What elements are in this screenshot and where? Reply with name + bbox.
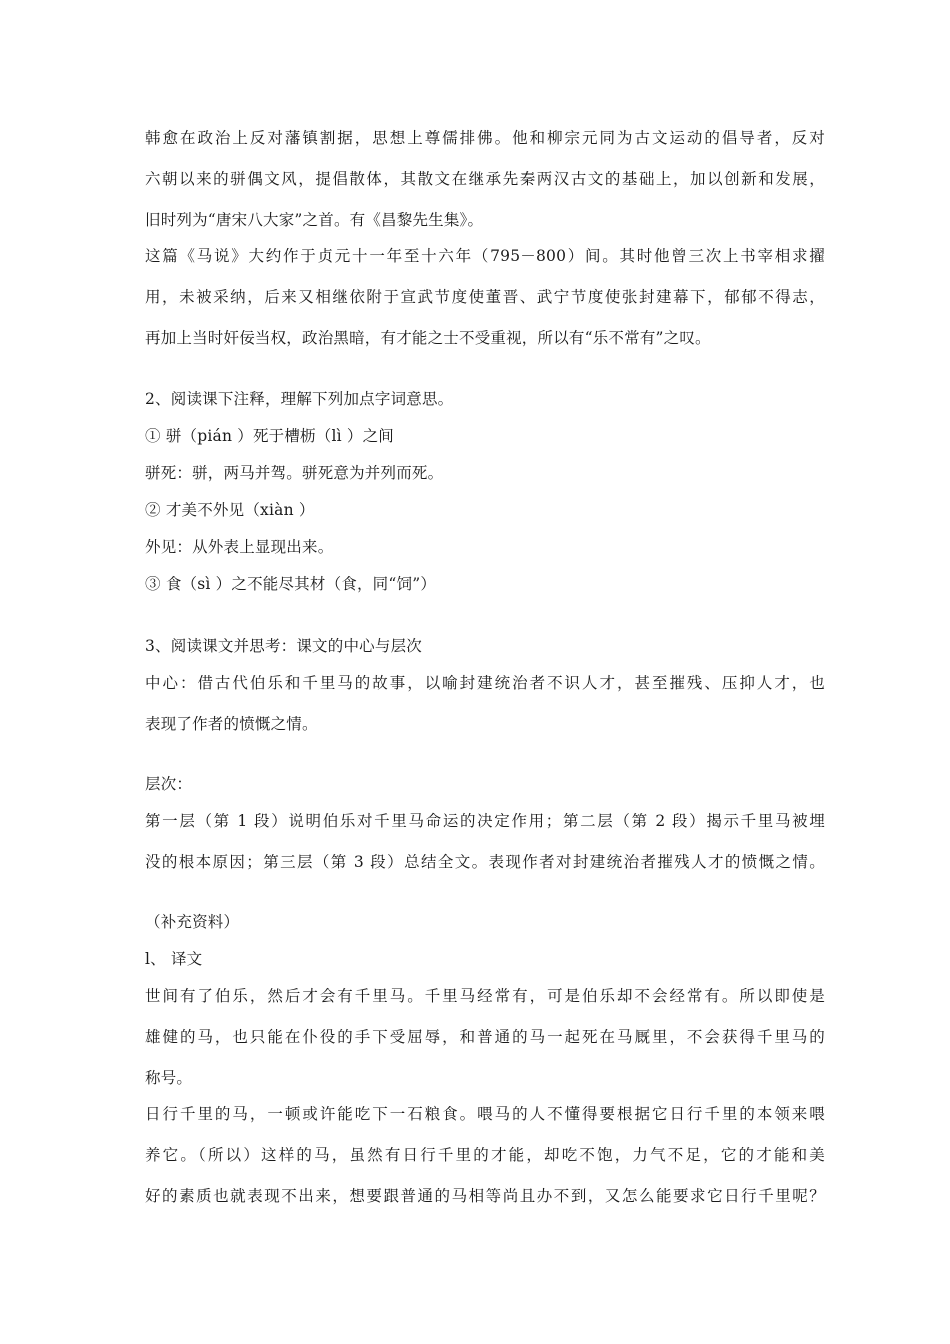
translation-para2-line-1: 日行千里的马，一顿或许能吃下一石粮食。喂马的人不懂得要根据它日行千里的本领来喂 xyxy=(145,1105,825,1123)
author-intro-line-3: 旧时列为“唐宋八大家”之首。有《昌黎先生集》。 xyxy=(145,211,484,229)
section2-heading: 2、阅读课下注释，理解下列加点字词意思。 xyxy=(145,390,454,408)
section3-levels-heading: 层次： xyxy=(145,775,193,793)
section2-item-2: 骈死：骈，两马并驾。骈死意为并列而死。 xyxy=(145,464,444,482)
section2-item-1: ① 骈（pián ）死于槽枥（lì ）之间 xyxy=(145,427,394,445)
supplement-heading: （补充资料） xyxy=(145,913,240,931)
section3-center-line-2: 表现了作者的愤慨之情。 xyxy=(145,715,318,733)
section3-center-line-1: 中心：借古代伯乐和千里马的故事，以喻封建统治者不识人才，甚至摧残、压抑人才，也 xyxy=(145,674,825,692)
supplement-subheading: l、 译文 xyxy=(145,950,203,968)
section2-item-4: 外见：从外表上显现出来。 xyxy=(145,538,334,556)
section2-item-3: ② 才美不外见（xiàn ） xyxy=(145,501,315,519)
section2-item-5: ③ 食（sì ）之不能尽其材（食，同“饲”） xyxy=(145,575,437,593)
translation-para2-line-2: 养它。（所以）这样的马，虽然有日行千里的才能，却吃不饱，力气不足，它的才能和美 xyxy=(145,1146,825,1164)
translation-para1-line-1: 世间有了伯乐，然后才会有千里马。千里马经常有，可是伯乐却不会经常有。所以即使是 xyxy=(145,987,825,1005)
author-intro-line-1: 韩愈在政治上反对藩镇割据，思想上尊儒排佛。他和柳宗元同为古文运动的倡导者，反对 xyxy=(145,129,825,147)
section3-levels-line-1: 第一层（第 1 段）说明伯乐对千里马命运的决定作用；第二层（第 2 段）揭示千里马被埋 xyxy=(145,812,825,830)
translation-para1-line-3: 称号。 xyxy=(145,1069,193,1087)
section3-heading: 3、阅读课文并思考：课文的中心与层次 xyxy=(145,637,422,655)
background-line-3: 再加上当时奸佞当权，政治黑暗，有才能之士不受重视，所以有“乐不常有”之叹。 xyxy=(145,329,711,347)
translation-para1-line-2: 雄健的马，也只能在仆役的手下受屈辱，和普通的马一起死在马厩里，不会获得千里马的 xyxy=(145,1028,825,1046)
background-line-1: 这篇《马说》大约作于贞元十一年至十六年（795－800）间。其时他曾三次上书宰相求擢 xyxy=(145,247,825,265)
section3-levels-line-2: 没的根本原因；第三层（第 3 段）总结全文。表现作者对封建统治者摧残人才的愤慨之情。 xyxy=(145,853,825,871)
background-line-2: 用，未被采纳，后来又相继依附于宣武节度使董晋、武宁节度使张封建幕下，郁郁不得志， xyxy=(145,288,825,306)
author-intro-line-2: 六朝以来的骈偶文风，提倡散体，其散文在继承先秦两汉古文的基础上，加以创新和发展， xyxy=(145,170,825,188)
translation-para2-line-3: 好的素质也就表现不出来，想要跟普通的马相等尚且办不到，又怎么能要求它日行千里呢？ xyxy=(145,1187,825,1205)
